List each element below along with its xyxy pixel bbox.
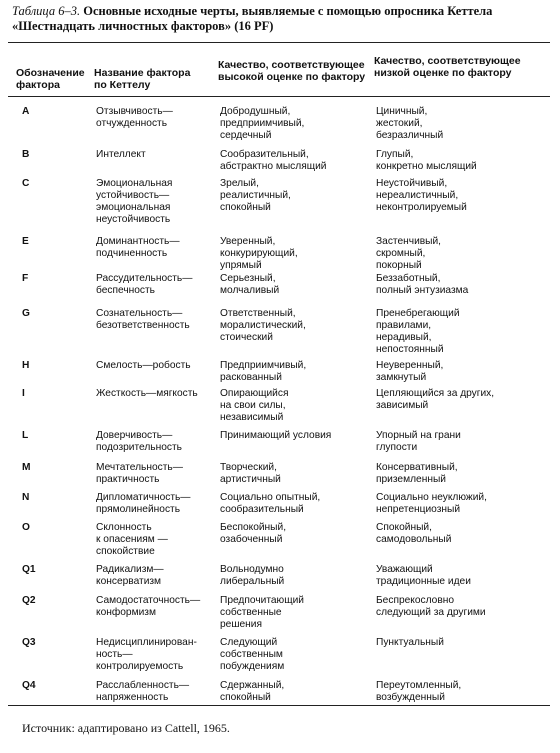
row-q1-high: Вольнодумно либеральный <box>220 564 285 587</box>
row-n-code: N <box>22 492 30 503</box>
row-g-name: Сознательность— безответственность <box>96 308 190 331</box>
row-h-high: Предприимчивый, раскованный <box>220 360 307 383</box>
row-b-low: Глупый, конкретно мыслящий <box>376 149 477 172</box>
header-bottom-rule <box>8 96 550 97</box>
row-e-name: Доминантность— подчиненность <box>96 236 180 259</box>
row-n-high: Социально опытный, сообразительный <box>220 492 321 515</box>
row-l-high: Принимающий условия <box>220 430 332 441</box>
header-low: Качество, соответствующее низкой оценке по фактору <box>374 55 521 79</box>
row-q3-high: Следующий собственным побуждениям <box>220 637 285 672</box>
row-i-high: Опирающийся на свои силы, независимый <box>220 388 289 423</box>
row-c-low: Неустойчивый, нереалистичный, неконтролируемый <box>376 178 467 213</box>
row-q3-name: Недисциплинирован- ность— контролируемость <box>96 637 197 672</box>
row-c-name: Эмоциональная устойчивость— эмоциональная неустойчивость <box>96 178 173 225</box>
row-e-low: Застенчивый, скромный, покорный <box>376 236 442 271</box>
row-c-high: Зрелый, реалистичный, спокойный <box>220 178 291 213</box>
row-l-name: Доверчивость— подозрительность <box>96 430 182 453</box>
row-g-high: Ответственный, моралистический, стоический <box>220 308 306 343</box>
row-g-code: G <box>22 308 30 319</box>
row-i-code: I <box>22 388 25 399</box>
row-i-low: Цепляющийся за других, зависимый <box>376 388 495 411</box>
row-c-code: C <box>22 178 30 189</box>
row-n-low: Социально неуклюжий, непретенциозный <box>376 492 487 515</box>
row-a-low: Циничный, жестокий, безразличный <box>376 106 444 141</box>
row-q4-high: Сдержанный, спокойный <box>220 680 285 703</box>
table-title-line-1: Основные исходные черты, выявляемые с помощью опросника Кеттела <box>83 4 493 18</box>
row-m-low: Консервативный, приземленный <box>376 462 458 485</box>
row-b-code: B <box>22 149 30 160</box>
row-f-high: Серьезный, молчаливый <box>220 273 280 296</box>
row-q4-low: Переутомленный, возбужденный <box>376 680 462 703</box>
row-h-code: H <box>22 360 30 371</box>
row-f-name: Рассудительность— беспечность <box>96 273 193 296</box>
row-q2-low: Беспрекословно следующий за другими <box>376 595 486 618</box>
row-f-code: F <box>22 273 29 284</box>
row-a-name: Отзывчивость— отчужденность <box>96 106 173 129</box>
row-a-high: Добродушный, предприимчивый, сердечный <box>220 106 305 141</box>
row-q4-code: Q4 <box>22 680 36 691</box>
row-q3-low: Пунктуальный <box>376 637 444 648</box>
row-q1-low: Уважающий традиционные идеи <box>376 564 471 587</box>
row-b-high: Сообразительный, абстрактно мыслящий <box>220 149 327 172</box>
table-bottom-rule <box>8 705 550 706</box>
row-e-high: Уверенный, конкурирующий, упрямый <box>220 236 298 271</box>
row-n-name: Дипломатичность— прямолинейность <box>96 492 191 515</box>
row-b-name: Интеллект <box>96 149 146 160</box>
row-q2-high: Предпочитающий собственные решения <box>220 595 304 630</box>
table-caption <box>12 4 542 34</box>
row-l-low: Упорный на грани глупости <box>376 430 461 453</box>
row-q1-code: Q1 <box>22 564 36 575</box>
row-q2-code: Q2 <box>22 595 36 606</box>
row-q2-name: Самодостаточность— конформизм <box>96 595 201 618</box>
row-i-name: Жесткость—мягкость <box>96 388 198 399</box>
table-top-rule <box>8 42 550 43</box>
row-a-code: A <box>22 106 30 117</box>
header-high: Качество, соответствующее высокой оценке по фактору <box>218 59 366 83</box>
row-q1-name: Радикализм— консерватизм <box>96 564 164 587</box>
row-e-code: E <box>22 236 29 247</box>
row-o-low: Спокойный, самодовольный <box>376 522 452 545</box>
row-l-code: L <box>22 430 29 441</box>
source-note: Источник: адаптировано из Cattell, 1965. <box>22 721 230 735</box>
row-q3-code: Q3 <box>22 637 36 648</box>
row-f-low: Беззаботный, полный энтузиазма <box>376 273 469 296</box>
row-h-name: Смелость—робость <box>96 360 191 371</box>
row-m-code: M <box>22 462 31 473</box>
table-title-line-2: «Шестнадцать личностных факторов» (16 PF) <box>12 19 274 33</box>
row-g-low: Пренебрегающий правилами, нерадивый, непостоянный <box>376 308 460 355</box>
row-m-name: Мечтательность— практичность <box>96 462 183 485</box>
row-m-high: Творческий, артистичный <box>220 462 281 485</box>
header-name: Название фактора по Кеттелу <box>94 67 191 91</box>
row-o-code: O <box>22 522 30 533</box>
row-q4-name: Расслабленность— напряженность <box>96 680 190 703</box>
row-h-low: Неуверенный, замкнутый <box>376 360 444 383</box>
row-o-name: Склонность к опасениям — спокойствие <box>96 522 168 557</box>
header-code: Обозначение фактора <box>16 67 85 91</box>
table-number: Таблица 6–3. <box>12 4 81 18</box>
row-o-high: Беспокойный, озабоченный <box>220 522 287 545</box>
